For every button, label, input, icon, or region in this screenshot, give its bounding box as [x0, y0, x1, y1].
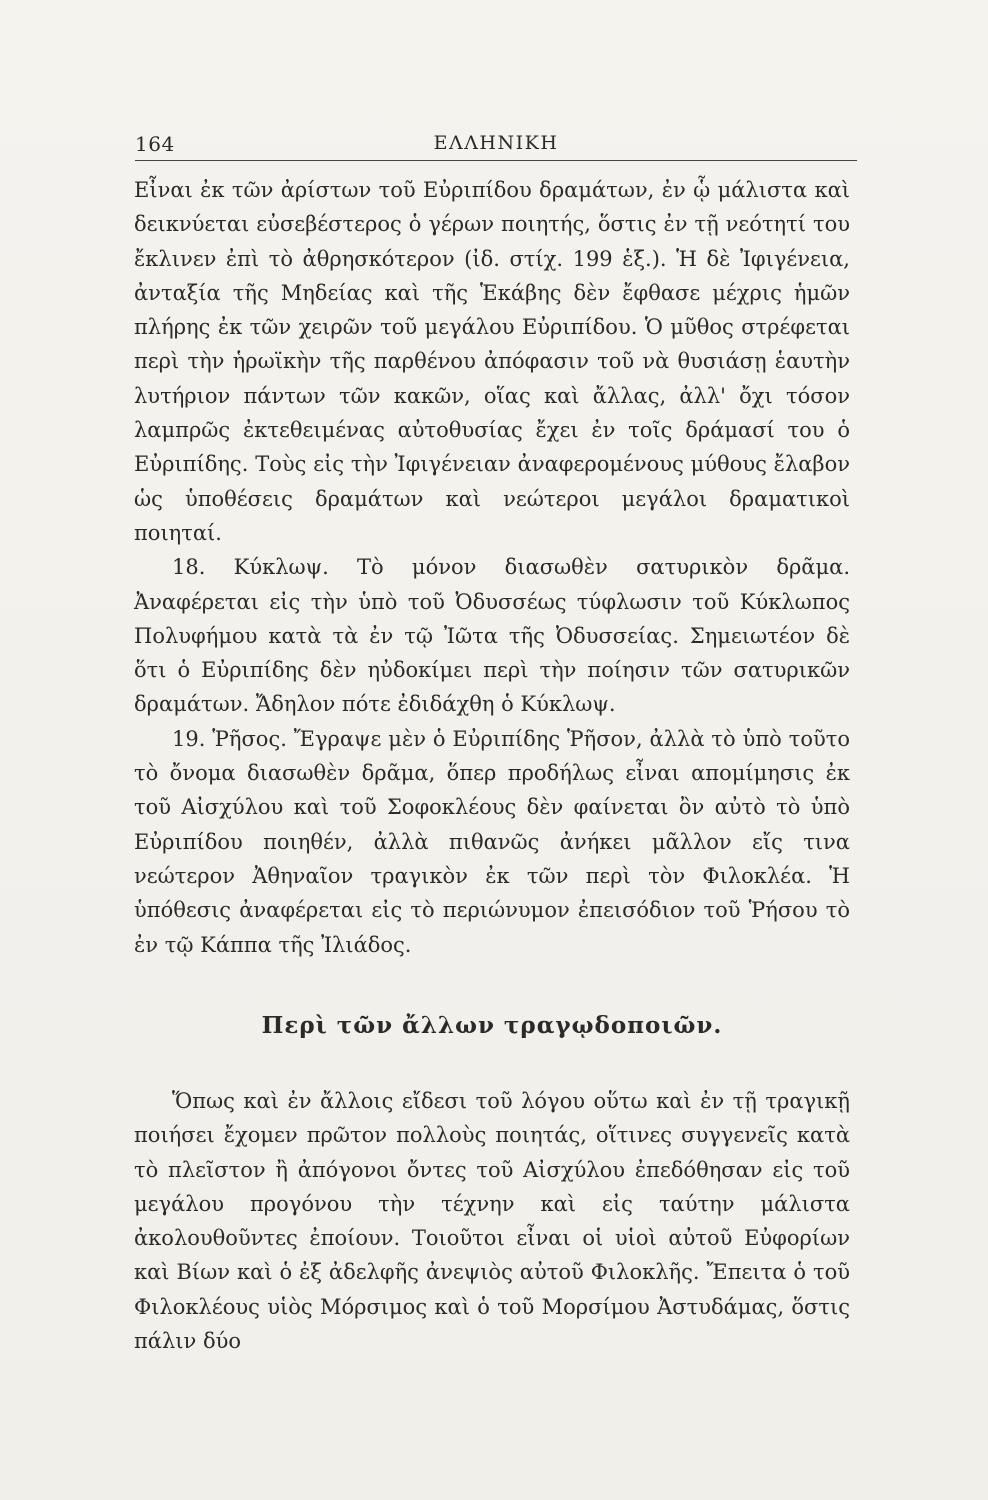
- paragraph-rhesus: 19. Ῥῆσος. Ἔγραψε μὲν ὁ Εὐριπίδης Ῥῆσον, ἀλλὰ τὸ ὑπὸ τοῦτο τὸ ὄνομα διασωθὲν δρᾶμα, ὅπερ προδήλως εἶναι απομίμησις ἐκ τοῦ Αἰσχύλου καὶ τοῦ Σοφοκλέους δὲν φαίνεται ὂν αὐτὸ τὸ ὑπὸ Εὐριπίδου ποιηθέν, ἀλλὰ πιθανῶς ἀνήκει μᾶλλον εἴς τινα νεώτερον Ἀθηναῖον τραγικὸν ἐκ τῶν περὶ τὸν Φιλοκλέα. Ἡ ὑπόθεσις ἀναφέρεται εἰς τὸ περιώνυμον ἐπεισόδιον τοῦ Ῥήσου τὸ ἐν τῷ Κάππα τῆς Ἰλιάδος.: [134, 726, 850, 957]
- page-number: 164: [135, 132, 175, 156]
- section-text-block: [134, 1084, 850, 1358]
- main-text-block: [134, 173, 850, 962]
- running-title: ΕΛΛΗΝΙΚΗ: [433, 132, 559, 154]
- section-heading: Περὶ τῶν ἄλλων τραγῳδοποιῶν.: [261, 1012, 723, 1039]
- page-header: [135, 126, 857, 160]
- paragraph-other-tragedians: Ὅπως καὶ ἐν ἄλλοις εἴδεσι τοῦ λόγου οὕτω καὶ ἐν τῇ τραγικῇ ποιήσει ἔχομεν πρῶτον πολλοὺς ποιητάς, οἵτινες συγγενεῖς κατὰ τὸ πλεῖστον ἢ ἀπόγονοι ὄντες τοῦ Αἰσχύλου ἐπεδόθησαν εἰς τοῦ μεγάλου προγόνου τὴν τέχνην καὶ εἰς ταύτην μάλιστα ἀκολουθοῦντες ἐποίουν. Τοιοῦτοι εἶναι οἱ υἱοὶ αὐτοῦ Εὐφορίων καὶ Βίων καὶ ὁ ἐξ ἀδελφῆς ἀνεψιὸς αὐτοῦ Φιλοκλῆς. Ἔπειτα ὁ τοῦ Φιλοκλέους υἱὸς Μόρσιμος καὶ ὁ τοῦ Μορσίμου Ἀστυδάμας, ὅστις πάλιν δύο: [134, 1089, 850, 1354]
- paragraph-cyclops: 18. Κύκλωψ. Τὸ μόνον διασωθὲν σατυρικὸν δρᾶμα. Ἀναφέρεται εἰς τὴν ὑπὸ τοῦ Ὀδυσσέως τύφλωσιν τοῦ Κύκλωπος Πολυφήμου κατὰ τὰ ἐν τῷ Ἰῶτα τῆς Ὀδυσσείας. Σημειωτέον δὲ ὅτι ὁ Εὐριπίδης δὲν ηὐδοκίμει περὶ τὴν ποίησιν τῶν σατυρικῶν δραμάτων. Ἄδηλον πότε ἐδιδάχθη ὁ Κύκλωψ.: [134, 555, 850, 717]
- header-rule: [135, 160, 857, 161]
- paragraph-iphigenia: Εἶναι ἐκ τῶν ἀρίστων τοῦ Εὐριπίδου δραμάτων, ἐν ᾧ μάλιστα καὶ δεικνύεται εὐσεβέστερος ὁ γέρων ποιητής, ὅστις ἐν τῇ νεότητί του ἔκλινεν ἐπὶ τὸ ἀθρησκότερον (ἰδ. στίχ. 199 ἑξ.). Ἡ δὲ Ἰφιγένεια, ἀνταξία τῆς Μηδείας καὶ τῆς Ἑκάβης δὲν ἔφθασε μέχρις ἡμῶν πλήρης ἐκ τῶν χειρῶν τοῦ μεγάλου Εὐριπίδου. Ὁ μῦθος στρέφεται περὶ τὴν ἡρωϊκὴν τῆς παρθένου ἀπόφασιν τοῦ νὰ θυσιάσῃ ἑαυτὴν λυτήριον πάντων τῶν κακῶν, οἵας καὶ ἄλλας, ἀλλ' ὄχι τόσον λαμπρῶς ἐκτεθειμένας αὐτοθυσίας ἔχει ἐν τοῖς δράμασί του ὁ Εὐριπίδης. Τοὺς εἰς τὴν Ἰφιγένειαν ἀναφερομένους μύθους ἔλαβον ὡς ὑποθέσεις δραμάτων καὶ νεώτεροι μεγάλοι δραματικοὶ ποιηταί.: [134, 178, 850, 545]
